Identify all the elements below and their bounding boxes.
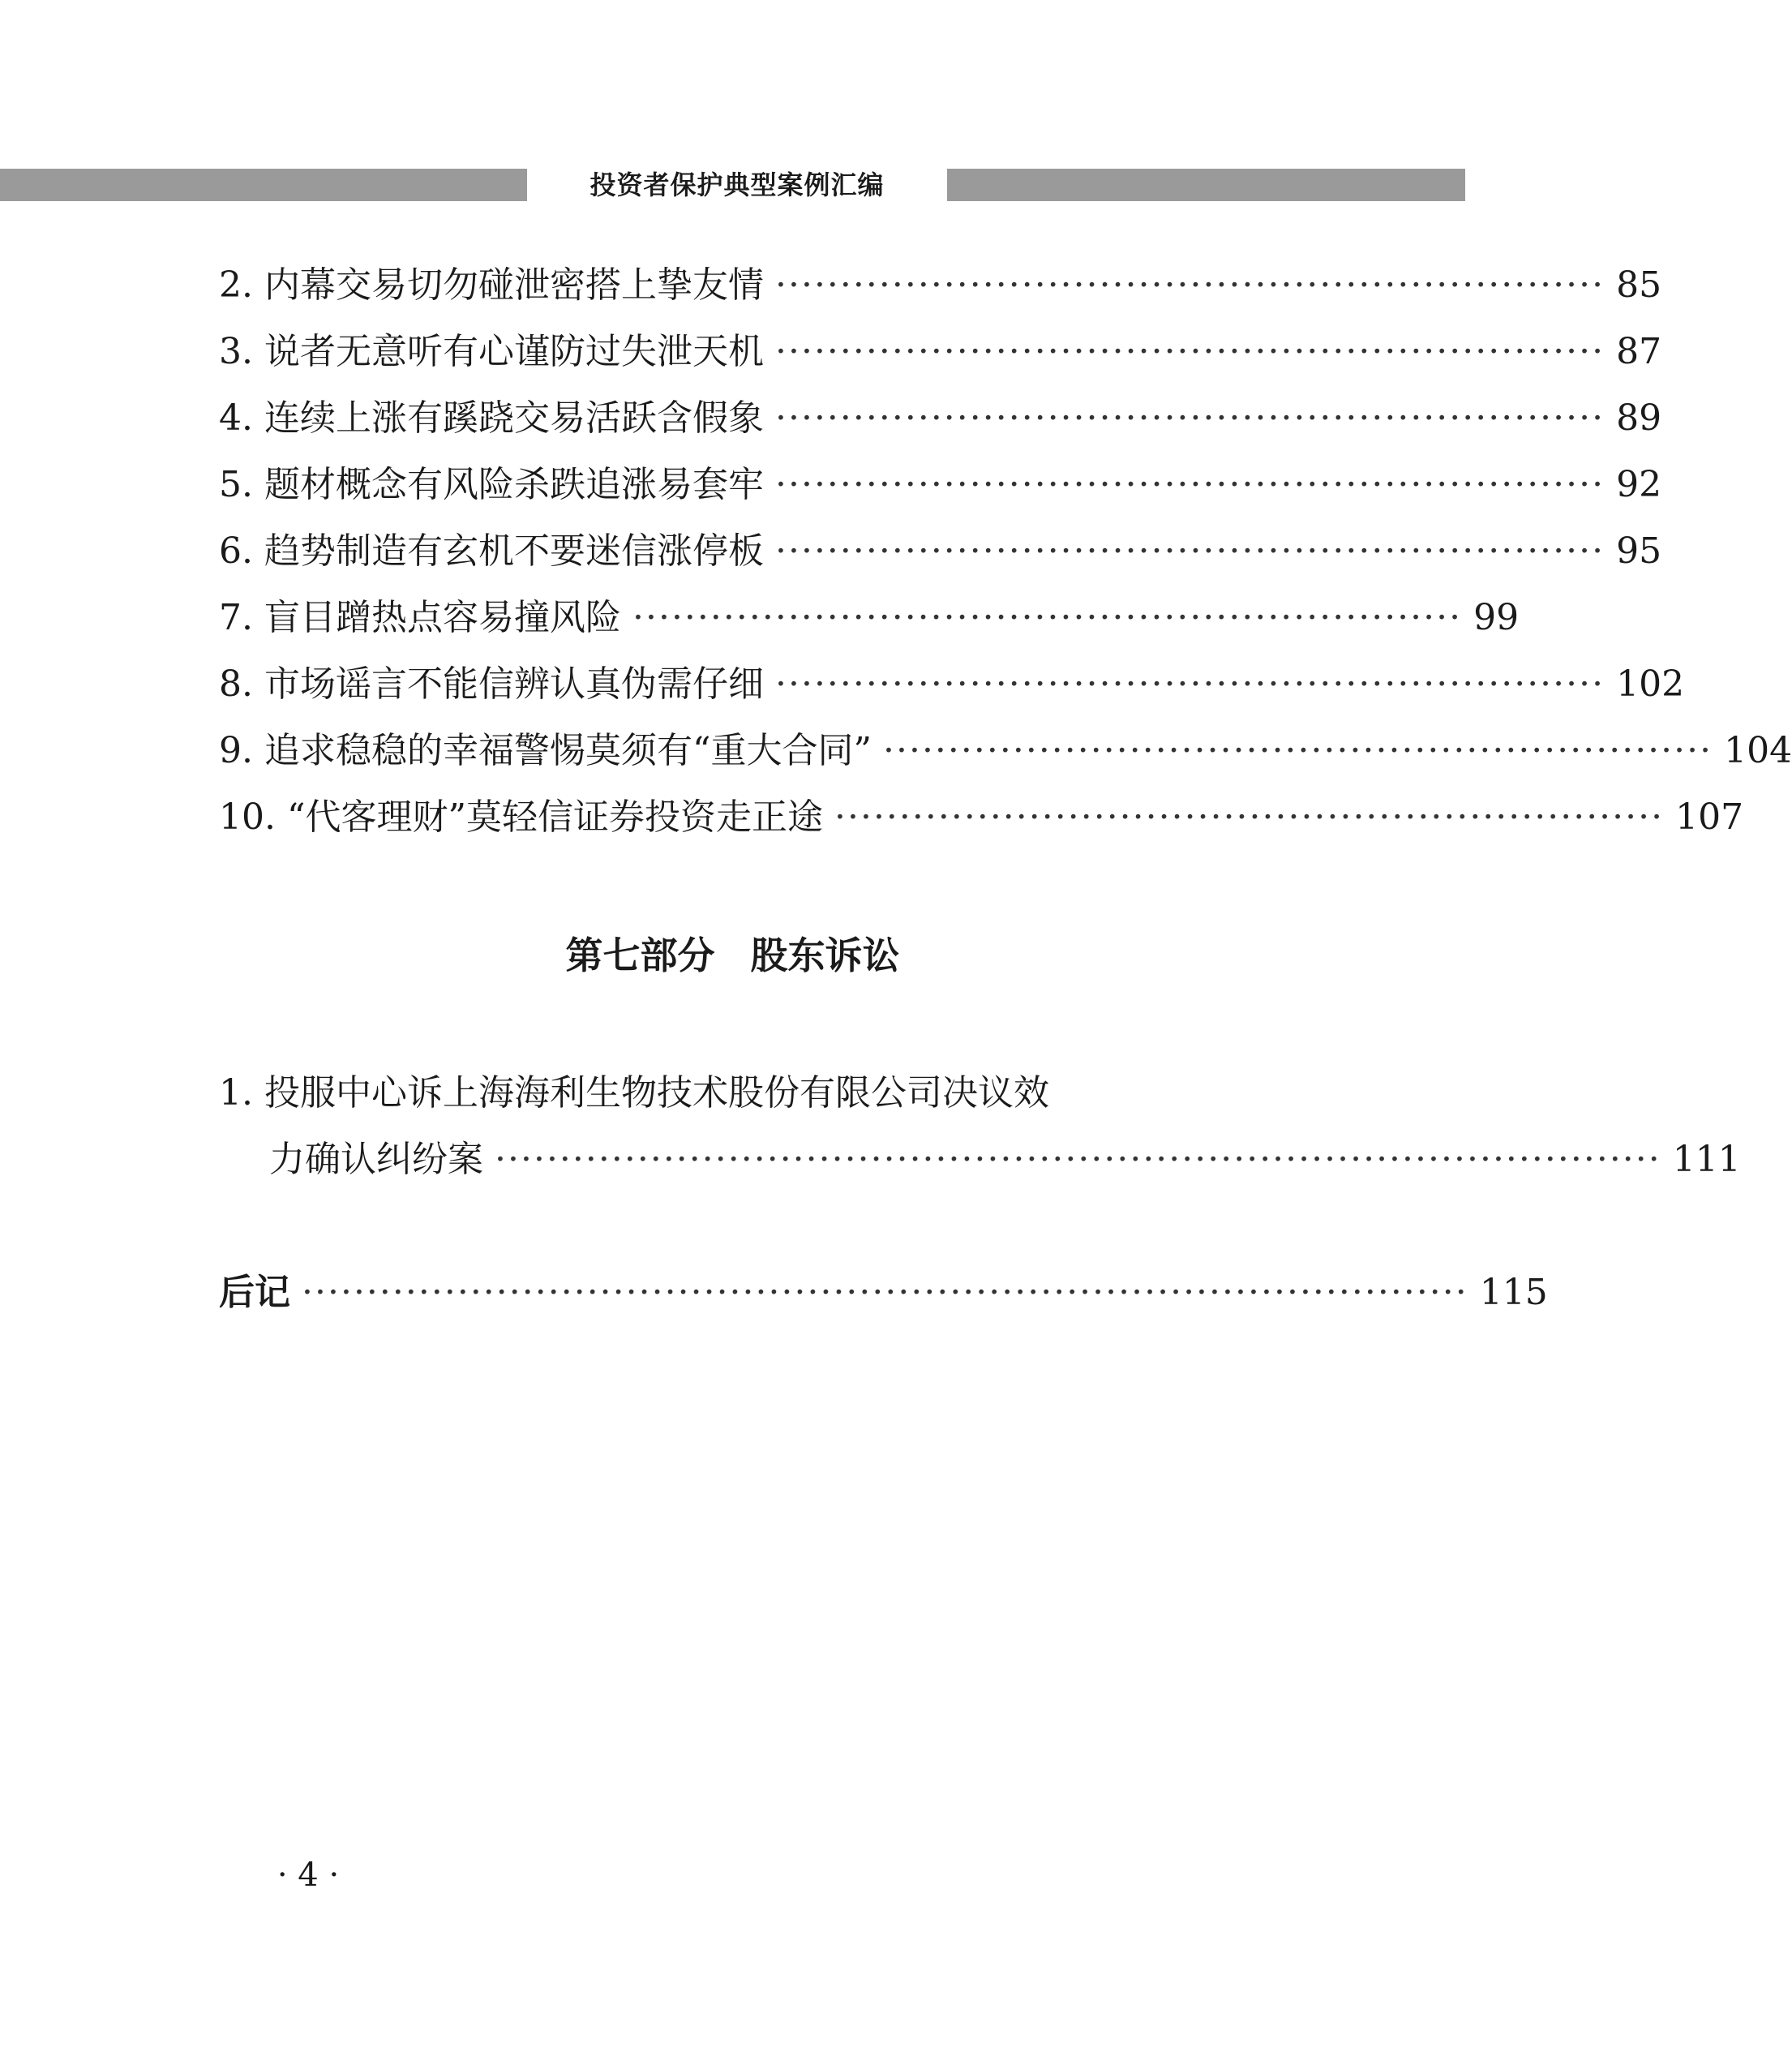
toc-entry[interactable]: 3. 说者无意听有心 谨防过失泄天机 ································································ 87 (219, 326, 1242, 378)
leader-dots: ································································ (882, 730, 1713, 771)
leader-dots: ································································ (774, 464, 1606, 505)
toc-entry[interactable]: 10. “代客理财”莫轻信 证券投资走正途 ································································ 107 (219, 792, 1242, 843)
leader-dots: ·························································································· (302, 1272, 1468, 1313)
page-number: 87 (1616, 331, 1662, 372)
toc-entry-line-2[interactable]: 力确认纠纷案 ·························································································· 111 (269, 1134, 1242, 1186)
page-number: 102 (1616, 663, 1685, 705)
toc-entry[interactable]: 6. 趋势制造有玄机 不要迷信涨停板 ································································ 95 (219, 526, 1242, 577)
running-header-title: 投资者保护典型案例汇编 (589, 170, 885, 200)
toc-entry[interactable]: 9. 追求稳稳的幸福 警惕莫须有“重大合同” ································································ 104 (219, 725, 1242, 777)
toc-entry[interactable]: 8. 市场谣言不能信 辨认真伪需仔细 ································································ 102 (219, 659, 1242, 710)
leader-dots: ································································ (774, 397, 1606, 439)
leader-dots: ································································ (774, 331, 1606, 372)
toc-entry-afterword[interactable]: 后记 ·························································································· 115 (219, 1267, 1242, 1319)
header-bar-right (947, 169, 1465, 201)
section-heading: 第七部分 股东诉讼 (565, 934, 900, 977)
toc-entry-line-1[interactable]: 1. 投服中心诉上海海利生物技术股份有限公司决议效 (219, 1072, 1049, 1114)
page-number: 92 (1616, 464, 1662, 505)
page-number: 85 (1616, 264, 1662, 306)
leader-dots: ·························································································· (495, 1139, 1661, 1180)
toc-entry[interactable]: 2. 内幕交易切勿碰 泄密搭上挚友情 ································································ 85 (219, 260, 1242, 311)
leader-dots: ································································ (834, 796, 1665, 838)
leader-dots: ································································ (774, 530, 1606, 572)
toc-entry[interactable]: 4. 连续上涨有蹊跷 交易活跃含假象 ································································ 89 (219, 393, 1242, 444)
page-number: 107 (1675, 796, 1744, 838)
toc-entry[interactable]: 7. 盲目蹭热点 容易撞风险 ································································ 99 (219, 592, 1242, 644)
footer-page-number: · 4 · (277, 1857, 340, 1894)
page-number: 104 (1724, 730, 1792, 771)
page-number: 111 (1672, 1139, 1741, 1180)
leader-dots: ································································ (774, 264, 1606, 306)
header-bar-left (0, 169, 527, 201)
leader-dots: ································································ (774, 663, 1606, 705)
page-number: 95 (1616, 530, 1662, 572)
toc-entry[interactable]: 5. 题材概念有风险 杀跌追涨易套牢 ································································ 92 (219, 459, 1242, 511)
page-number: 99 (1473, 597, 1520, 638)
page-number: 115 (1479, 1272, 1548, 1313)
leader-dots: ································································ (632, 597, 1463, 638)
page-number: 89 (1616, 397, 1662, 439)
